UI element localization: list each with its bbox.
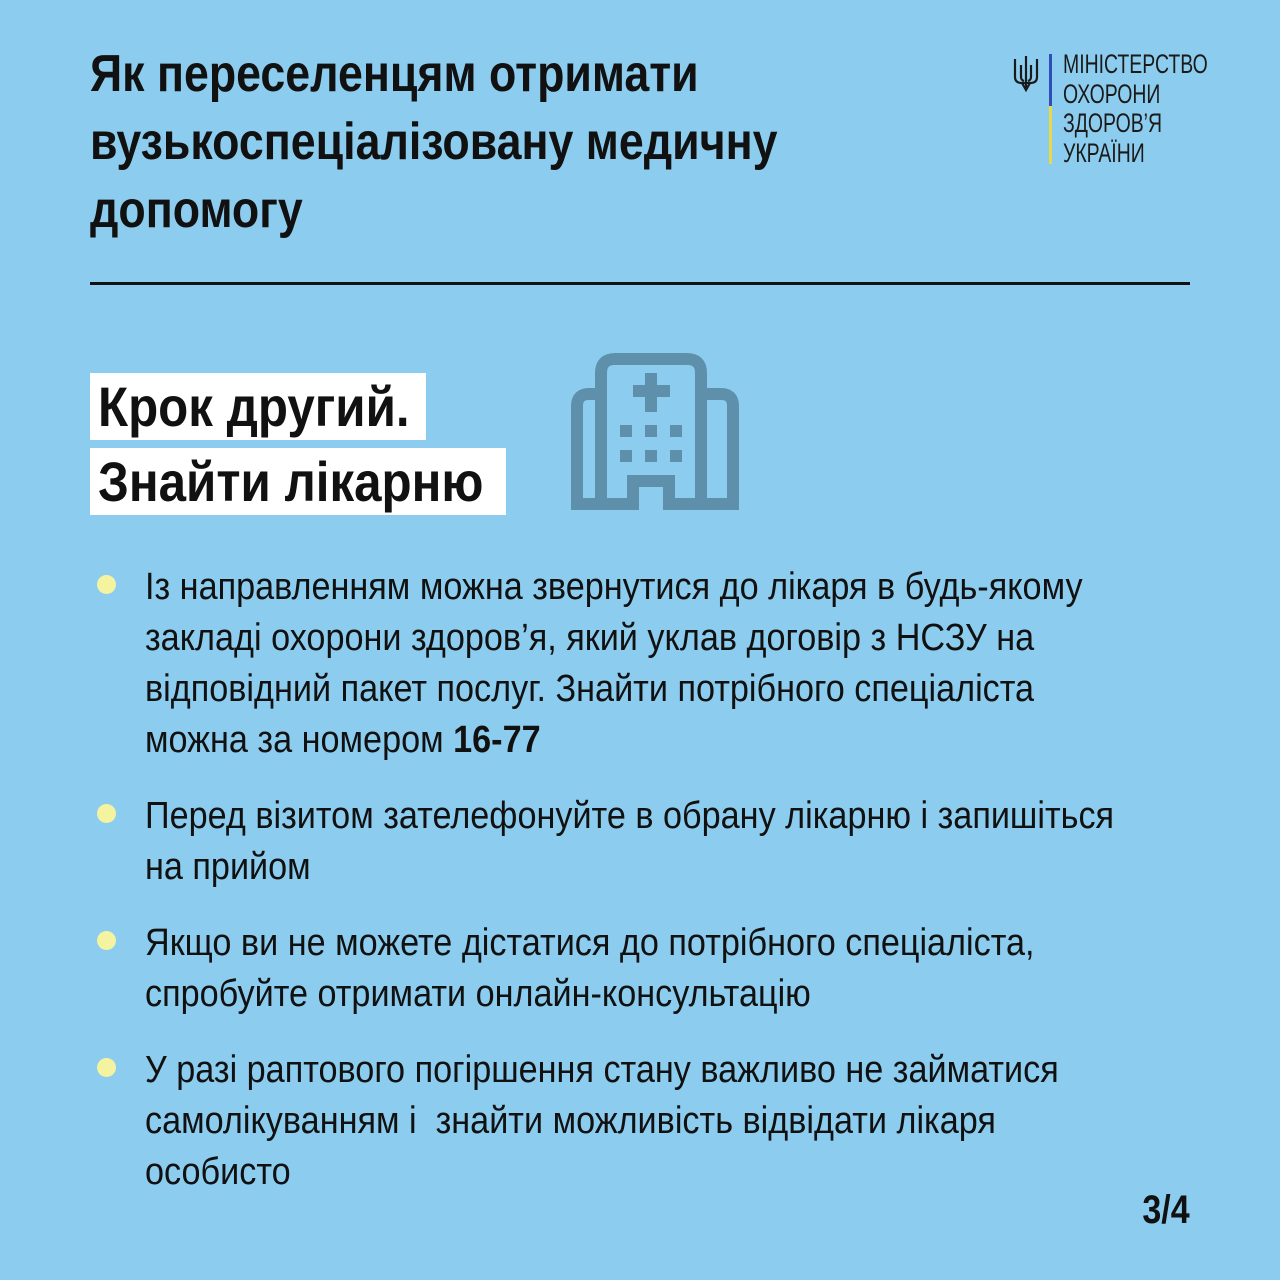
logo-line: ЗДОРОВ’Я — [1063, 108, 1163, 138]
trident-icon — [1013, 55, 1039, 93]
logo-line: УКРАЇНИ — [1063, 137, 1145, 168]
list-item — [90, 918, 1190, 1020]
bullet-dot — [97, 575, 116, 594]
step-line: Крок другий. — [98, 375, 410, 438]
bullet-text: Із направленням можна звернутися до лікаря в будь-якому — [145, 566, 1083, 608]
hospital-icon — [560, 340, 750, 530]
logo-line: ОХОРОНИ — [1063, 78, 1161, 109]
bullet-text: спробуйте отримати онлайн-консультацію — [145, 973, 811, 1015]
divider — [90, 282, 1190, 285]
hotline-number: 16-77 — [453, 719, 541, 761]
step-heading — [90, 448, 506, 515]
bullet-list — [90, 562, 1190, 1223]
step-line: Знайти лікарню — [98, 450, 484, 513]
page-number: 3/4 — [1142, 1188, 1190, 1232]
step-label — [90, 373, 426, 440]
bullet-text — [145, 715, 1086, 766]
bullet-text: самолікуванням і знайти можливість відвідати лікаря — [145, 1100, 996, 1142]
list-item — [90, 1045, 1190, 1198]
page-title — [90, 40, 777, 244]
title-line: вузькоспеціалізовану медичну — [90, 113, 778, 171]
logo-bar-blue — [1049, 54, 1052, 106]
ministry-name — [1063, 50, 1208, 168]
bullet-text: особисто — [145, 1151, 291, 1193]
logo-line: МІНІСТЕРСТВО — [1063, 49, 1208, 79]
title-line: Як переселенцям отримати — [90, 45, 699, 103]
logo-bar-yellow — [1049, 106, 1052, 164]
bullet-dot — [97, 804, 116, 823]
bullet-text: Перед візитом зателефонуйте в обрану лікарню і запишіться — [145, 795, 1115, 837]
bullet-text: У разі раптового погіршення стану важливо не займатися — [145, 1049, 1059, 1091]
bullet-text: на прийом — [145, 846, 311, 888]
bullet-text: Якщо ви не можете дістатися до потрібного спеціаліста, — [145, 922, 1035, 964]
bullet-text: відповідний пакет послуг. Знайти потрібного спеціаліста — [145, 668, 1035, 710]
bullet-text-part: можна за номером — [145, 719, 454, 761]
bullet-dot — [97, 1058, 116, 1077]
bullet-dot — [97, 931, 116, 950]
bullet-text: закладі охорони здоров’я, який уклав договір з НСЗУ на — [145, 617, 1035, 659]
list-item — [90, 791, 1190, 893]
list-item — [90, 562, 1190, 766]
title-line: допомогу — [90, 181, 303, 239]
